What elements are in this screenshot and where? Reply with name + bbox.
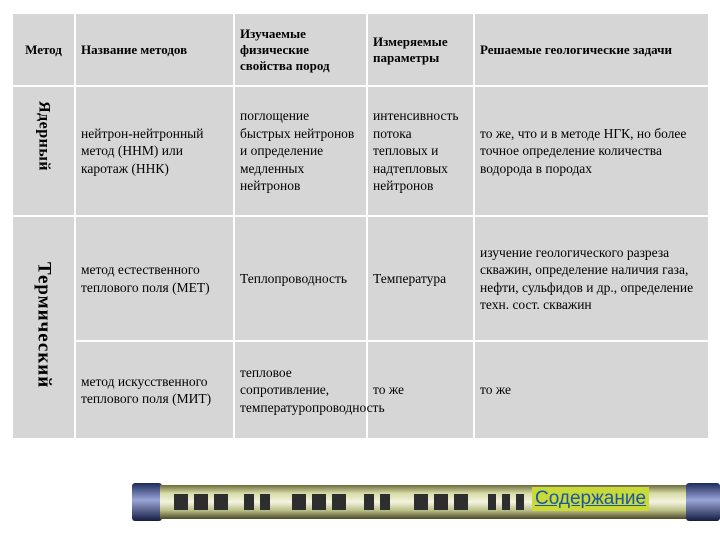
contents-link[interactable]: Содержание [532,487,649,511]
table-row [12,216,709,341]
group-thermal-label: Термический [33,262,55,389]
row-props: Теплопроводность [234,216,367,341]
row-name: метод естественного теплового поля (МЕТ) [75,216,234,341]
group-nuclear [12,86,75,216]
table-header-row [12,13,709,86]
row-tasks: изучение геологического разреза скважин, определение наличия газа, нефти, сульфидов и др., определение техн. сост. скважин [474,216,709,341]
row-name: нейтрон-нейтронный метод (ННМ) или каротаж (ННК) [75,86,234,216]
row-tasks: то же, что и в методе НГК, но более точное определение количества водорода в породах [474,86,709,216]
table-row [12,86,709,216]
header-params: Измеряемые параметры [367,13,474,86]
header-props: Изучаемые физические свойства пород [234,13,367,86]
group-thermal [12,216,75,439]
methods-table [11,12,710,440]
tool-right-cap [686,483,720,521]
row-tasks: то же [474,341,709,439]
row-params: Температура [367,216,474,341]
header-method: Метод [12,13,75,86]
group-nuclear-label: Ядерный [35,101,53,172]
row-props: поглощение быстрых нейтронов и определение медленных нейтронов [234,86,367,216]
tool-left-cap [132,483,162,521]
row-props: тепловое сопротивление, температуропроводность [234,341,367,439]
row-name: метод искусственного теплового поля (МИТ) [75,341,234,439]
header-tasks: Решаемые геологические задачи [474,13,709,86]
row-params: то же [367,341,474,439]
row-params: интенсивность потока тепловых и надтепловых нейтронов [367,86,474,216]
table-row [12,341,709,439]
header-name: Название методов [75,13,234,86]
